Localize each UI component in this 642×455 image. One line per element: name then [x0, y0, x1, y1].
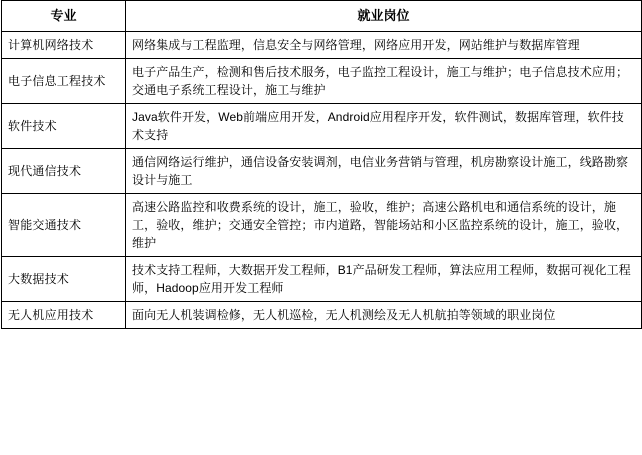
major-jobs-table	[1, 0, 642, 329]
cell-major: 无人机应用技术	[2, 301, 126, 328]
cell-jobs: 面向无人机装调检修，无人机巡检，无人机测绘及无人机航拍等领域的职业岗位	[126, 301, 642, 328]
table-header-row	[2, 1, 642, 32]
table-row	[2, 31, 642, 58]
table-row	[2, 58, 642, 103]
table-row	[2, 103, 642, 148]
cell-major: 电子信息工程技术	[2, 58, 126, 103]
cell-jobs: Java软件开发，Web前端应用开发，Android应用程序开发，软件测试，数据库管理，软件技术支持	[126, 103, 642, 148]
cell-jobs: 通信网络运行维护，通信设备安装调剂，电信业务营销与管理，机房勘察设计施工，线路勘察设计与施工	[126, 148, 642, 193]
table-header	[2, 1, 642, 32]
column-header-major: 专业	[2, 1, 126, 32]
cell-major: 大数据技术	[2, 256, 126, 301]
cell-major: 软件技术	[2, 103, 126, 148]
table-row	[2, 301, 642, 328]
cell-jobs: 电子产品生产，检测和售后技术服务，电子监控工程设计，施工与维护；电子信息技术应用；交通电子系统工程设计，施工与维护	[126, 58, 642, 103]
column-header-jobs: 就业岗位	[126, 1, 642, 32]
cell-jobs: 高速公路监控和收费系统的设计，施工，验收，维护；高速公路机电和通信系统的设计，施工，验收，维护；交通安全管控；市内道路，智能场站和小区监控系统的设计，施工，验收，维护	[126, 193, 642, 256]
table-row	[2, 148, 642, 193]
table-row	[2, 193, 642, 256]
cell-major: 现代通信技术	[2, 148, 126, 193]
cell-major: 计算机网络技术	[2, 31, 126, 58]
cell-jobs: 技术支持工程师，大数据开发工程师，B1产品研发工程师，算法应用工程师，数据可视化工程师，Hadoop应用开发工程师	[126, 256, 642, 301]
table-body	[2, 31, 642, 328]
cell-jobs: 网络集成与工程监理，信息安全与网络管理，网络应用开发，网站维护与数据库管理	[126, 31, 642, 58]
table-row	[2, 256, 642, 301]
cell-major: 智能交通技术	[2, 193, 126, 256]
